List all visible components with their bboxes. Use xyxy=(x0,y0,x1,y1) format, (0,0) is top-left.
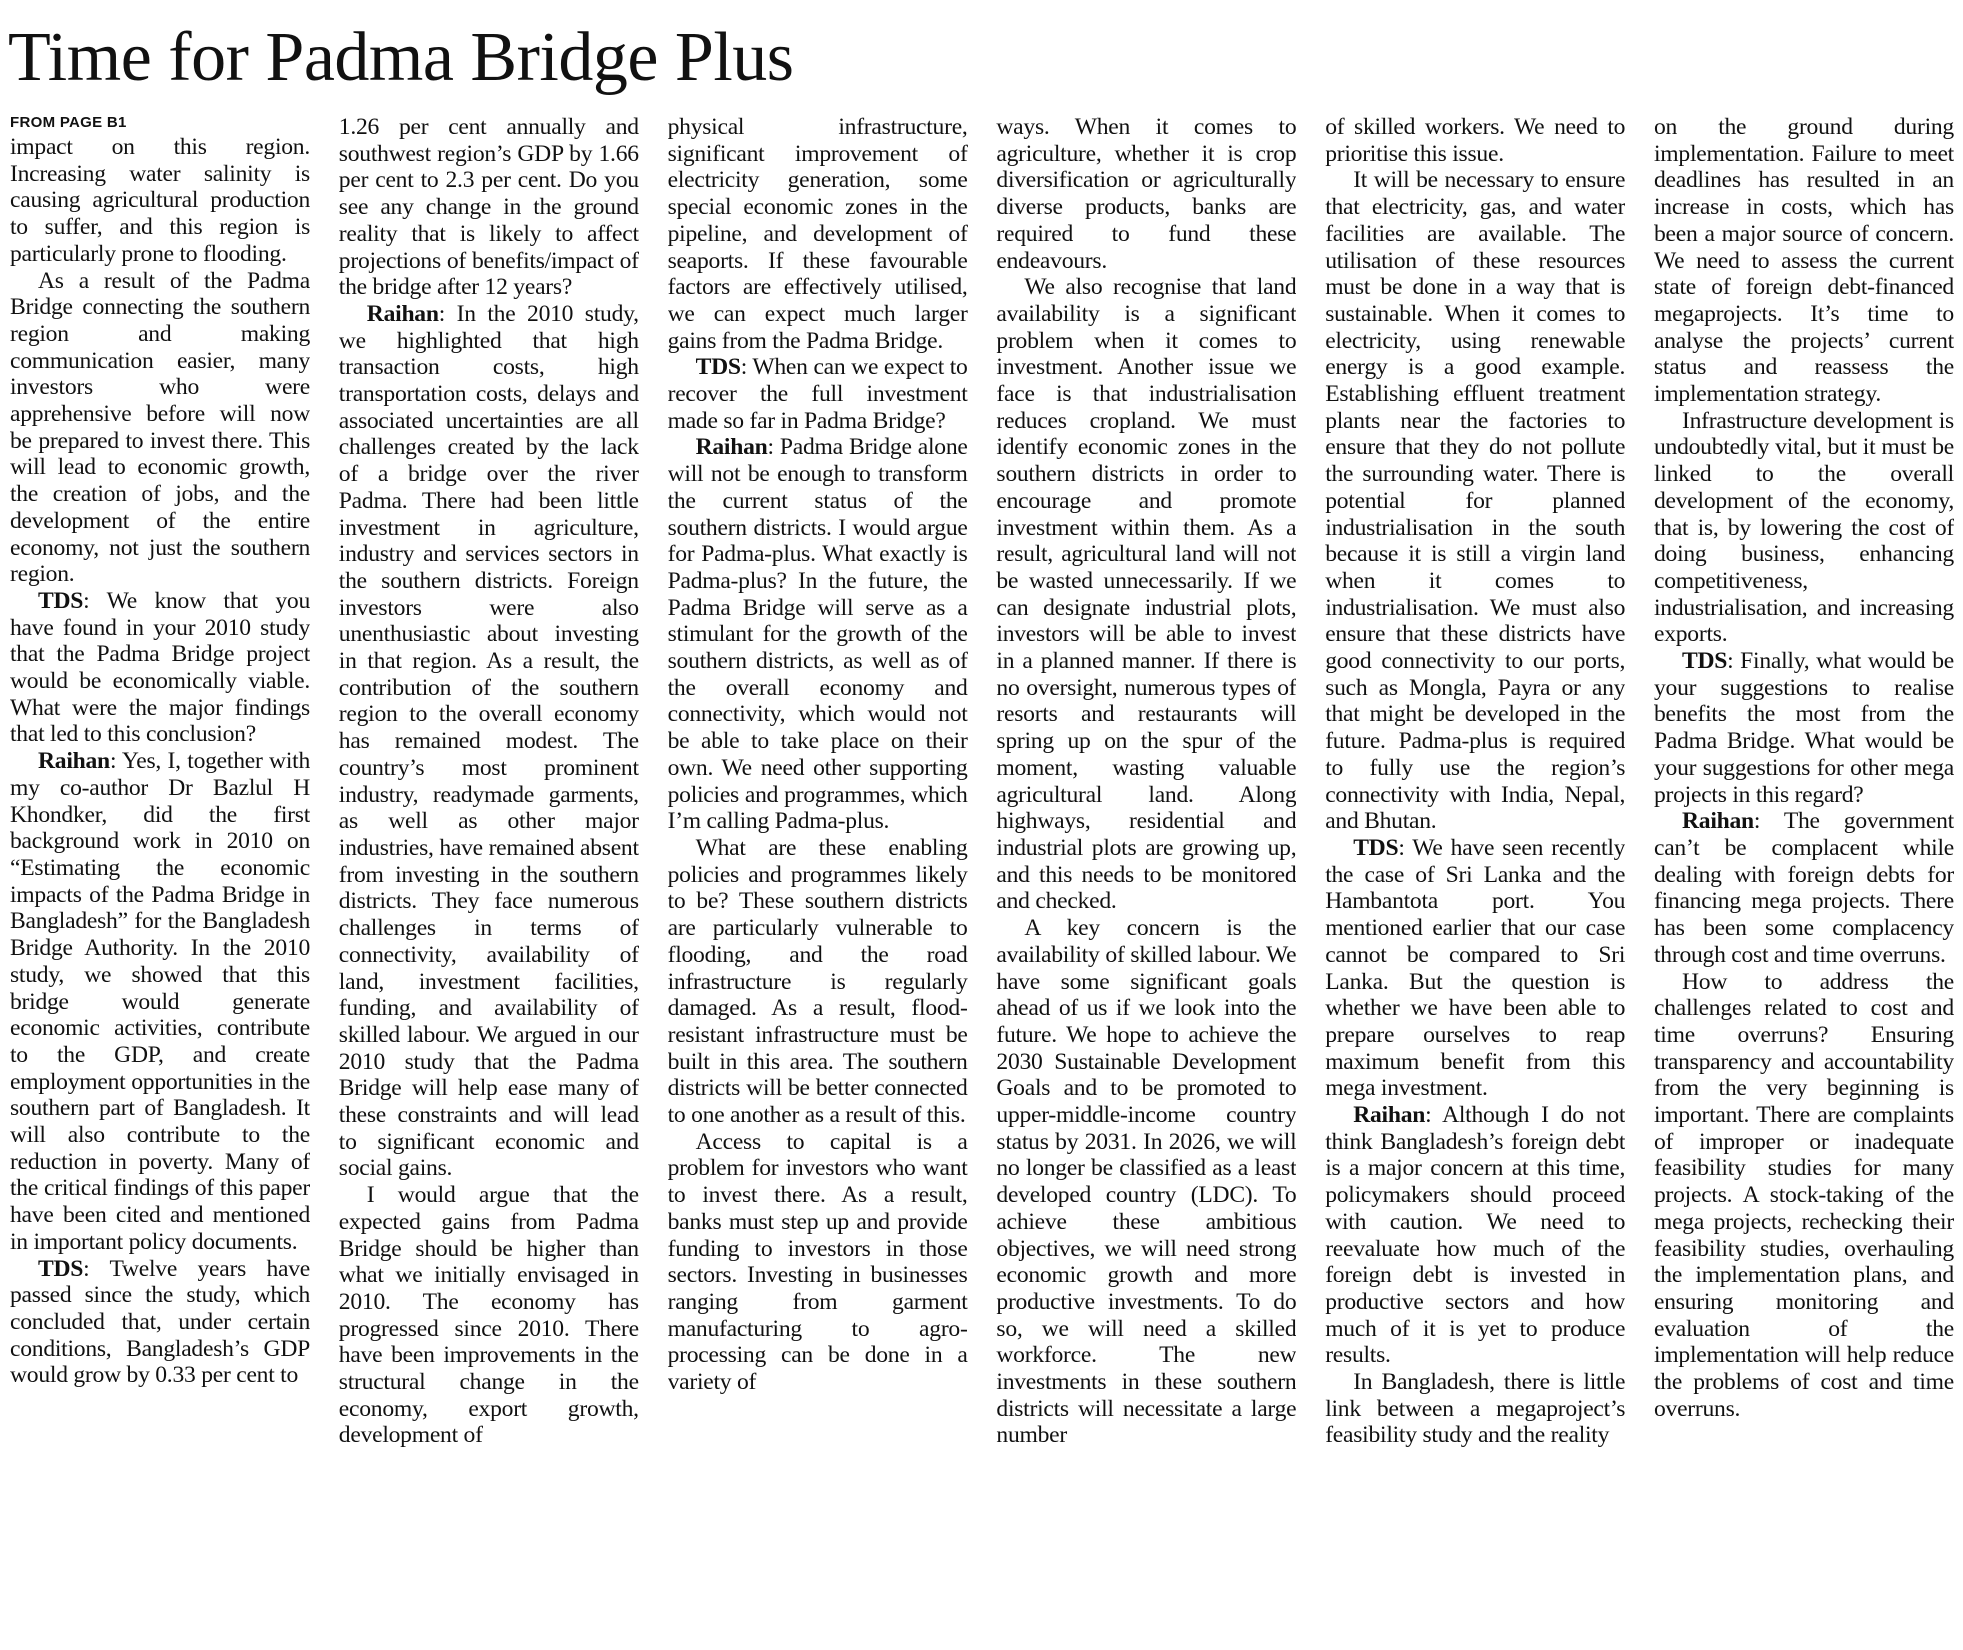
article-paragraph xyxy=(10,748,310,1255)
article-paragraph xyxy=(668,114,968,354)
text-column-1 xyxy=(10,114,310,1644)
paragraph-text: of skilled workers. We need to prioritise this issue. xyxy=(1325,114,1626,167)
text-column-5 xyxy=(1325,114,1625,1644)
article-paragraph xyxy=(1654,648,1954,808)
article-paragraph xyxy=(1654,808,1954,968)
article-paragraph xyxy=(1325,114,1625,167)
speaker-label: TDS xyxy=(38,1255,84,1282)
paragraph-text: impact on this region. Increasing water salinity is causing agricultural production to suffer, and this region is particularly prone to flooding. xyxy=(10,134,310,267)
paragraph-text: I would argue that the expected gains from Padma Bridge should be higher than what we initially envisaged in 2010. The economy has progressed since 2010. There have been improvements in the structural change in the economy, export growth, development of xyxy=(338,1182,639,1449)
article-headline: Time for Padma Bridge Plus xyxy=(8,19,794,96)
speaker-label: TDS xyxy=(38,587,84,614)
paragraph-text: As a result of the Padma Bridge connecting the southern region and making communication easier, many investors who were apprehensive before will now be prepared to invest there. This will lead to economic growth, the creation of jobs, and the development of the entire economy, not just the southern region. xyxy=(10,267,310,588)
paragraph-text: 1.26 per cent annually and southwest region’s GDP by 1.66 per cent to 2.3 per cent. Do you see any change in the ground reality that is likely to affect projections of benefits/impact of the bridge after 12 years? xyxy=(338,114,639,301)
article-paragraph xyxy=(1325,1369,1625,1449)
paragraph-text: physical infrastructure, significant improvement of electricity generation, some special economic zones in the pipeline, and development of seaports. If these favourable factors are effectively utilised, we can expect much larger gains from the Padma Bridge. xyxy=(667,114,968,354)
speaker-label: Raihan xyxy=(1353,1102,1426,1129)
article-paragraph xyxy=(1654,114,1954,408)
article-paragraph xyxy=(10,268,310,588)
article-paragraph xyxy=(339,1182,639,1449)
article-paragraph xyxy=(668,1129,968,1396)
article-paragraph xyxy=(1654,408,1954,648)
article-paragraph xyxy=(1325,167,1625,835)
article-paragraph xyxy=(996,915,1296,1449)
speaker-label: Raihan xyxy=(38,748,110,775)
paragraph-text: A key concern is the availability of skilled labour. We have some significant goals ahead of us if we look into the future. We hope to achieve the 2030 Sustainable Development Goals and to be promoted to upper-middle-income country status by 2031. In 2026, we will no longer be classified as a least developed country (LDC). To achieve these ambitious objectives, we will need strong economic growth and more productive investments. To do so, we will need a skilled workforce. The new investments in these southern districts will necessitate a large number xyxy=(996,915,1297,1449)
article-paragraph xyxy=(10,134,310,268)
speaker-label: TDS xyxy=(695,354,741,381)
continuation-kicker: FROM PAGE B1 xyxy=(10,114,127,131)
paragraph-text: ways. When it comes to agriculture, whether it is crop diversification or agriculturally diverse products, banks are required to fund these endeavours. xyxy=(996,114,1297,274)
paragraph-text: What are these enabling policies and programmes likely to be? These southern districts are particularly vulnerable to flooding, and the road infrastructure is regularly damaged. As a result, flood-resistant infrastructure must be built in this area. The southern districts will be better connected to one another as a result of this. xyxy=(667,834,968,1129)
article-paragraph xyxy=(1654,969,1954,1423)
paragraph-text: : We know that you have found in your 2010 study that the Padma Bridge project would be economically viable. What were the major findings that led to this conclusion? xyxy=(10,587,310,748)
speaker-label: Raihan xyxy=(1681,808,1754,835)
article-paragraph xyxy=(10,1256,310,1390)
article-paragraph xyxy=(1325,1102,1625,1369)
paragraph-text: : When can we expect to recover the full investment made so far in Padma Bridge? xyxy=(667,354,968,434)
paragraph-text: In Bangladesh, there is little link between a megaproject’s feasibility study and the reality xyxy=(1325,1369,1626,1449)
article-paragraph xyxy=(996,114,1296,274)
text-column-2 xyxy=(339,114,639,1644)
article-body xyxy=(10,114,1954,1644)
paragraph-text: Infrastructure development is undoubtedly vital, but it must be linked to the overall development of the economy, that is, by lowering the cost of doing business, enhancing competitiveness, industrialisation, and increasing exports. xyxy=(1653,407,1954,648)
paragraph-text: : Although I do not think Bangladesh’s foreign debt is a major concern at this time, policymakers should proceed with caution. We need to reevaluate how much of the foreign debt is invested in productive sectors and how much of it is yet to produce results. xyxy=(1325,1102,1626,1369)
paragraph-text: on the ground during implementation. Failure to meet deadlines has resulted in an increase in costs, which has been a major source of concern. We need to assess the current state of foreign debt-financed megaprojects. It’s time to analyse the projects’ current status and reassess the implementation strategy. xyxy=(1653,114,1954,408)
paragraph-text: : In the 2010 study, we highlighted that high transaction costs, high transportation costs, delays and associated uncertainties are all challenges created by the lack of a bridge over the river Padma. There had been little investment in agriculture, industry and services sectors in the southern districts. Foreign investors were also unenthusiastic about investing in that region. As a result, the contribution of the southern region to the overall economy has remained modest. The country’s most prominent industry, readymade garments, as well as other major industries, have remained absent from investing in the southern districts. They face numerous challenges in terms of connectivity, availability of land, investment facilities, funding, and availability of skilled labour. We argued in our 2010 study that the Padma Bridge will help ease many of these constraints and will lead to significant economic and social gains. xyxy=(338,300,639,1182)
speaker-label: Raihan xyxy=(366,300,439,327)
article-paragraph xyxy=(996,274,1296,915)
article-paragraph xyxy=(668,354,968,434)
paragraph-text: : Padma Bridge alone will not be enough to transform the current status of the southern districts. I would argue for Padma-plus. What exactly is Padma-plus? In the future, the Padma Bridge will serve as a stimulant for the growth of the southern districts, as well as of the overall economy and connectivity, which would not be able to take place on their own. We need other supporting policies and programmes, which I’m calling Padma-plus. xyxy=(667,434,968,835)
paragraph-text: We also recognise that land availability is a significant problem when it comes to investment. Another issue we face is that industrialisation reduces cropland. We must identify economic zones in the southern districts in order to encourage and promote investment within them. As a result, agricultural land will not be wasted unnecessarily. If we can designate industrial plots, investors will be able to invest in a planned manner. If there is no oversight, numerous types of resorts and restaurants will spring up on the spur of the moment, wasting valuable agricultural land. Along highways, residential and industrial plots are growing up, and this needs to be monitored and checked. xyxy=(996,274,1297,915)
paragraph-text: : We have seen recently the case of Sri Lanka and the Hambantota port. You mentioned earlier that our case cannot be compared to Sri Lanka. But the question is whether we have been able to prepare ourselves to reap maximum benefit from this mega investment. xyxy=(1325,834,1626,1102)
article-paragraph xyxy=(1325,835,1625,1102)
article-paragraph xyxy=(10,588,310,748)
text-column-4 xyxy=(996,114,1296,1644)
text-column-3 xyxy=(668,114,968,1644)
article-paragraph xyxy=(668,434,968,835)
speaker-label: Raihan xyxy=(695,434,768,461)
article-paragraph xyxy=(339,114,639,301)
speaker-label: TDS xyxy=(1353,834,1399,861)
paragraph-text: It will be necessary to ensure that electricity, gas, and water facilities are available. The utilisation of these resources must be done in a way that is sustainable. When it comes to electricity, using renewable energy is a good example. Establishing effluent treatment plants near the factories to ensure that they do not pollute the surrounding water. There is potential for planned industrialisation in the south because it is still a virgin land when it comes to industrialisation. We must also ensure that these districts have good connectivity to our ports, such as Mongla, Payra or any that might be developed in the future. Padma-plus is required to fully use the region’s connectivity with India, Nepal, and Bhutan. xyxy=(1325,167,1626,835)
paragraph-text: : The government can’t be complacent while dealing with foreign debts for financing mega projects. There has been some complacency through cost and time overruns. xyxy=(1653,808,1954,968)
paragraph-text: How to address the challenges related to cost and time overruns? Ensuring transparency and accountability from the very beginning is important. There are complaints of improper or inadequate feasibility studies for many projects. A stock-taking of the mega projects, rechecking their feasibility studies, overhauling the implementation plans, and ensuring monitoring and evaluation of the implementation will help reduce the problems of cost and time overruns. xyxy=(1653,968,1954,1422)
paragraph-text: : Yes, I, together with my co-author Dr Bazlul H Khondker, did the first background work in 2010 on “Estimating the economic impacts of the Padma Bridge in Bangladesh” for the Bangladesh Bridge Authority. In the 2010 study, we showed that this bridge would generate economic activities, contribute to the GDP, and create employment opportunities in the southern part of Bangladesh. It will also contribute to the reduction in poverty. Many of the critical findings of this paper have been cited and mentioned in important policy documents. xyxy=(10,748,310,1255)
article-paragraph xyxy=(668,835,968,1129)
text-column-6 xyxy=(1654,114,1954,1644)
paragraph-text: : Twelve years have passed since the study, which concluded that, under certain conditions, Bangladesh’s GDP would grow by 0.33 per cent to xyxy=(10,1255,310,1389)
article-paragraph xyxy=(339,301,639,1182)
paragraph-text: : Finally, what would be your suggestions to realise benefits the most from the Padma Bridge. What would be your suggestions for other mega projects in this regard? xyxy=(1653,648,1954,808)
paragraph-text: Access to capital is a problem for investors who want to invest there. As a result, banks must step up and provide funding to investors in those sectors. Investing in businesses ranging from garment manufacturing to agro-processing can be done in a variety of xyxy=(667,1128,968,1396)
speaker-label: TDS xyxy=(1681,648,1728,675)
